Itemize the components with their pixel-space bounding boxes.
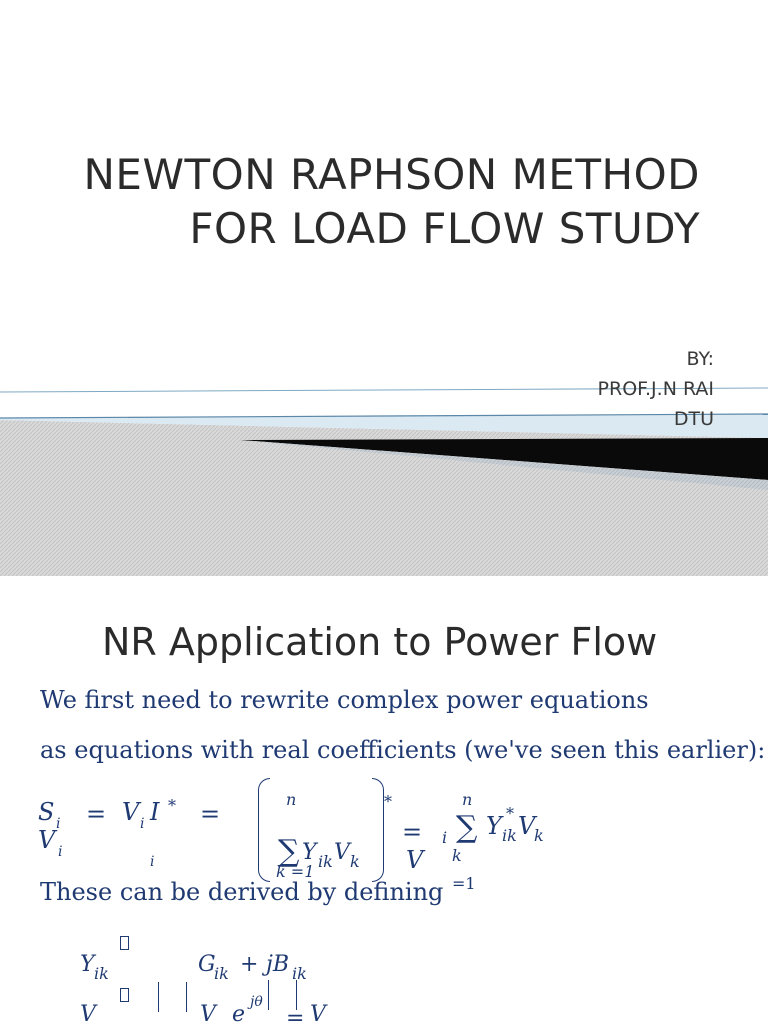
- sum-sign: ∑: [456, 810, 478, 845]
- eq-n: n: [462, 790, 473, 809]
- institution: DTU: [673, 408, 714, 430]
- eq-j-theta: jθ: [250, 994, 263, 1010]
- eq-sub-ik: ik: [94, 964, 109, 983]
- eq-sub-i: i: [56, 816, 61, 832]
- eq-y: Y: [486, 812, 502, 840]
- left-paren: [258, 778, 270, 882]
- content-slide: [0, 578, 768, 1024]
- vertical-bar: [268, 980, 269, 1010]
- eq-v: V: [310, 1002, 326, 1024]
- eq-star: *: [168, 796, 176, 815]
- eq-e: e: [232, 1002, 246, 1024]
- body-line-1: We first need to rewrite complex power equations: [40, 686, 649, 714]
- right-paren: [372, 778, 384, 882]
- eq-k-eq-1: k =1: [276, 862, 315, 881]
- eq-sub-k: k: [534, 826, 544, 845]
- eq-sub-i: i: [442, 828, 448, 847]
- eq-i: I: [150, 798, 160, 826]
- eq-sub-i: i: [140, 816, 145, 832]
- slide-title: [84, 148, 701, 256]
- eq-v-left: V: [38, 826, 56, 854]
- eq-v: V: [518, 812, 536, 840]
- missing-glyph-icon: [120, 988, 129, 1002]
- eq-eq-1: =1: [452, 874, 476, 893]
- eq-star: *: [384, 792, 392, 811]
- vertical-bar: [158, 982, 159, 1012]
- sum-sign: ∑: [278, 834, 300, 869]
- eq-s: S: [38, 798, 55, 826]
- eq-sub-k: k: [350, 852, 360, 871]
- by-label: BY:: [686, 348, 714, 370]
- eq-equals: =: [286, 1006, 305, 1024]
- eq-sub-ik: ik: [214, 964, 229, 983]
- eq-sub-i: i: [58, 844, 63, 860]
- eq-n: n: [286, 790, 297, 809]
- eq-v: V: [200, 1002, 216, 1024]
- eq-sub-ik: ik: [292, 964, 307, 983]
- missing-glyph-icon: [120, 936, 129, 950]
- eq-jb: jB: [266, 952, 289, 977]
- eq-star: *: [506, 804, 514, 823]
- eq-v: V: [80, 1002, 96, 1024]
- eq-g: G: [198, 952, 216, 977]
- eq-v: V: [406, 846, 424, 874]
- slide-title: NR Application to Power Flow: [102, 620, 658, 664]
- eq-v: V: [122, 798, 140, 826]
- eq-y: Y: [302, 840, 317, 865]
- eq-v: V: [334, 840, 350, 865]
- author-name: PROF.J.N RAI: [597, 378, 714, 400]
- title-line-2: FOR LOAD FLOW STUDY: [189, 204, 700, 253]
- body-line-3: These can be derived by defining: [40, 878, 444, 906]
- body-line-2: as equations with real coefficients (we've seen this earlier):: [40, 736, 766, 764]
- eq-equals: =: [86, 800, 107, 828]
- eq-equals: =: [200, 800, 221, 828]
- eq-sub-k: k: [452, 846, 462, 865]
- eq-plus: +: [240, 952, 259, 977]
- eq-sub-ik: ik: [318, 852, 333, 871]
- eq-sub-i: i: [150, 854, 155, 870]
- title-line-1: NEWTON RAPHSON METHOD: [83, 150, 700, 199]
- byline: [598, 344, 714, 434]
- vertical-bar: [186, 982, 187, 1012]
- eq-y: Y: [80, 952, 95, 977]
- eq-equals: =: [402, 818, 423, 846]
- eq-sub-ik: ik: [502, 826, 517, 845]
